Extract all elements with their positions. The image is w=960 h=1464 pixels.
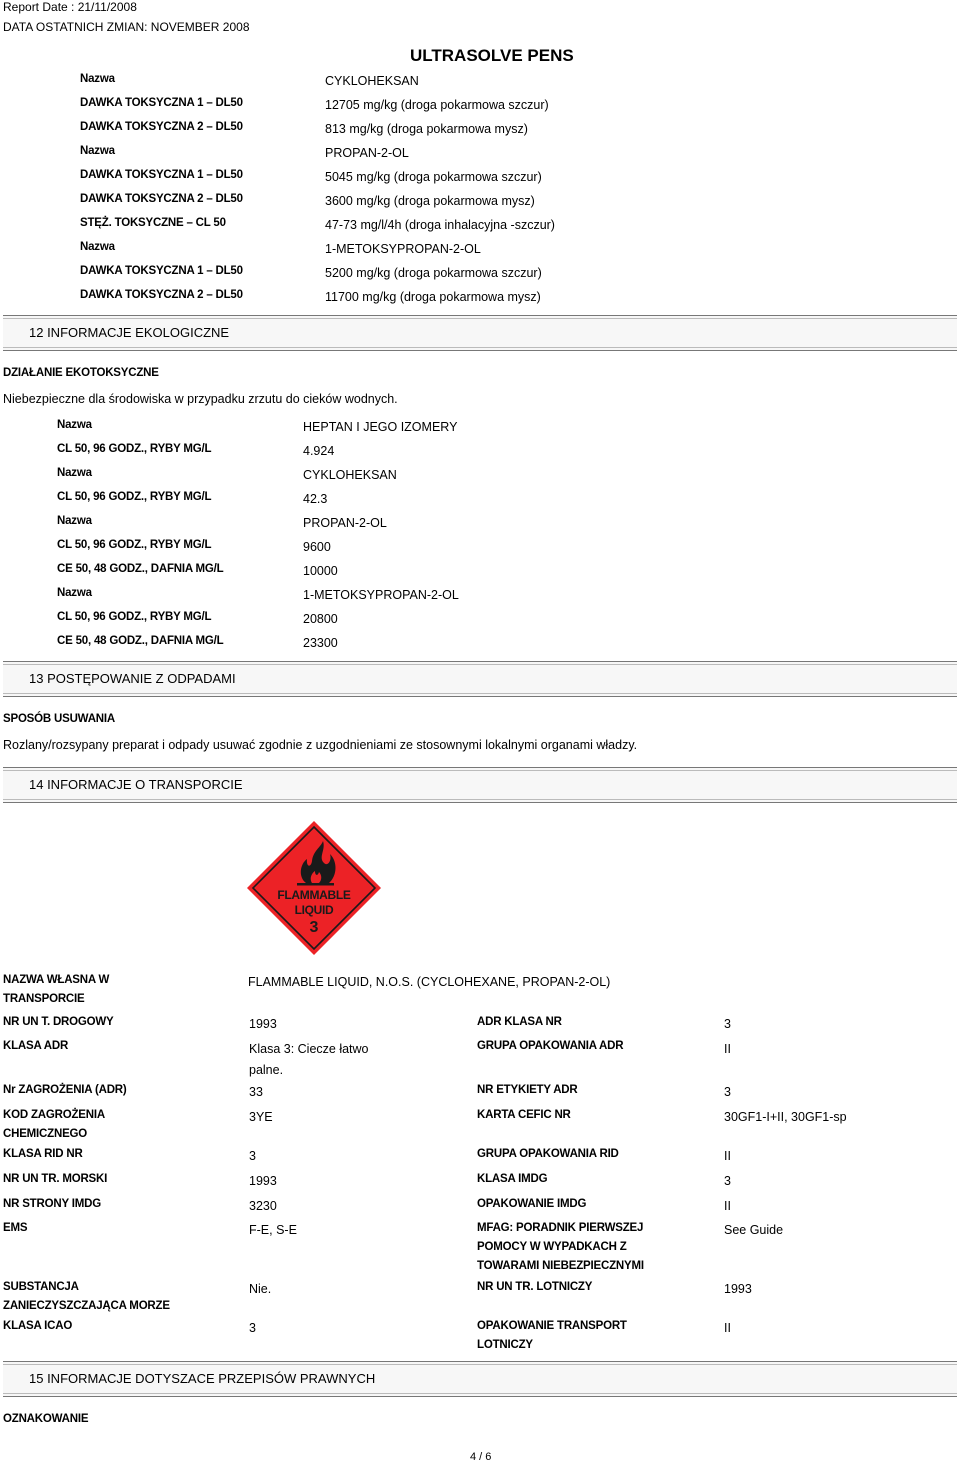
transport-value: Klasa 3: Ciecze łatwo xyxy=(249,1042,369,1056)
transport-label: KLASA IMDG xyxy=(477,1173,548,1185)
tox-value: 11700 mg/kg (droga pokarmowa mysz) xyxy=(325,290,541,304)
transport-label: KLASA ICAO xyxy=(3,1320,73,1332)
ecotox-value: HEPTAN I JEGO IZOMERY xyxy=(303,420,458,434)
section-13-header xyxy=(3,661,957,697)
ecotox-label: Nazwa xyxy=(57,515,92,527)
transport-value: 3 xyxy=(249,1149,256,1163)
tox-label: DAWKA TOKSYCZNA 1 – DL50 xyxy=(80,97,243,109)
tox-label: Nazwa xyxy=(80,145,115,157)
transport-label: Nr ZAGROŻENIA (ADR) xyxy=(3,1084,127,1096)
ecotox-value: 9600 xyxy=(303,540,331,554)
transport-label-cont: LOTNICZY xyxy=(477,1339,533,1351)
ecotox-label: CL 50, 96 GODZ., RYBY MG/L xyxy=(57,611,212,623)
ecotox-text: Niebezpieczne dla środowiska w przypadku zrzutu do cieków wodnych. xyxy=(3,392,398,406)
tox-label: DAWKA TOKSYCZNA 2 – DL50 xyxy=(80,121,243,133)
shipping-name-label: NAZWA WŁASNA W xyxy=(3,974,110,986)
transport-label: NR STRONY IMDG xyxy=(3,1198,101,1210)
labelling-subheading: OZNAKOWANIE xyxy=(3,1413,89,1425)
shipping-name-label-2: TRANSPORCIE xyxy=(3,993,85,1005)
section-15-header xyxy=(3,1361,957,1397)
ecotox-value: 42.3 xyxy=(303,492,328,506)
transport-label: SUBSTANCJA xyxy=(3,1281,79,1293)
transport-value: II xyxy=(724,1321,731,1335)
section-12-title: 12 INFORMACJE EKOLOGICZNE xyxy=(29,325,230,340)
transport-value: 3YE xyxy=(249,1110,273,1124)
transport-label-cont: ZANIECZYSZCZAJĄCA MORZE xyxy=(3,1300,170,1312)
page-number: 4 / 6 xyxy=(470,1451,492,1463)
transport-label: NR UN TR. MORSKI xyxy=(3,1173,108,1185)
section-14-title: 14 INFORMACJE O TRANSPORCIE xyxy=(29,777,243,792)
ecotox-subheading: DZIAŁANIE EKOTOKSYCZNE xyxy=(3,367,159,379)
pictogram-class-number: 3 xyxy=(309,919,319,936)
transport-label: KARTA CEFIC NR xyxy=(477,1109,571,1121)
tox-value: 5045 mg/kg (droga pokarmowa szczur) xyxy=(325,170,542,184)
transport-label-cont: POMOCY W WYPADKACH Z xyxy=(477,1241,627,1253)
pictogram-line1: FLAMMABLE xyxy=(277,888,351,902)
tox-value: PROPAN-2-OL xyxy=(325,146,409,160)
ecotox-label: Nazwa xyxy=(57,419,92,431)
shipping-name-value: FLAMMABLE LIQUID, N.O.S. (CYCLOHEXANE, PROPAN-2-OL) xyxy=(248,975,611,989)
transport-label: OPAKOWANIE IMDG xyxy=(477,1198,587,1210)
revision-date: DATA OSTATNICH ZMIAN: NOVEMBER 2008 xyxy=(3,20,250,34)
tox-label: Nazwa xyxy=(80,241,115,253)
transport-label: ADR KLASA NR xyxy=(477,1016,562,1028)
transport-value: 3 xyxy=(249,1321,256,1335)
ecotox-label: CL 50, 96 GODZ., RYBY MG/L xyxy=(57,491,212,503)
transport-value: See Guide xyxy=(724,1223,784,1237)
transport-label: GRUPA OPAKOWANIA RID xyxy=(477,1148,619,1160)
ecotox-value: CYKLOHEKSAN xyxy=(303,468,397,482)
transport-value: Nie. xyxy=(249,1282,272,1296)
transport-label: MFAG: PORADNIK PIERWSZEJ xyxy=(477,1222,644,1234)
transport-value: 3 xyxy=(724,1085,731,1099)
transport-label: NR UN TR. LOTNICZY xyxy=(477,1281,593,1293)
pictogram-line2: LIQUID xyxy=(294,903,334,917)
transport-label: KOD ZAGROŻENIA xyxy=(3,1109,105,1121)
ecotox-value: 4.924 xyxy=(303,444,335,458)
transport-value: II xyxy=(724,1149,731,1163)
transport-value: II xyxy=(724,1199,731,1213)
transport-value: 3 xyxy=(724,1174,731,1188)
tox-label: DAWKA TOKSYCZNA 1 – DL50 xyxy=(80,265,243,277)
tox-value: 5200 mg/kg (droga pokarmowa szczur) xyxy=(325,266,542,280)
ecotox-value: 23300 xyxy=(303,636,338,650)
transport-value: 1993 xyxy=(249,1174,277,1188)
transport-label: KLASA ADR xyxy=(3,1040,69,1052)
tox-label: DAWKA TOKSYCZNA 2 – DL50 xyxy=(80,193,243,205)
tox-value: 3600 mg/kg (droga pokarmowa mysz) xyxy=(325,194,535,208)
ecotox-value: 1-METOKSYPROPAN-2-OL xyxy=(303,588,459,602)
tox-label: DAWKA TOKSYCZNA 1 – DL50 xyxy=(80,169,243,181)
transport-value: 33 xyxy=(249,1085,263,1099)
product-title: ULTRASOLVE PENS xyxy=(410,46,574,65)
disposal-text: Rozlany/rozsypany preparat i odpady usuwać zgodnie z uzgodnieniami ze stosownymi lokalnymi organami władzy. xyxy=(3,738,638,752)
ecotox-value: PROPAN-2-OL xyxy=(303,516,387,530)
transport-value: 3 xyxy=(724,1017,731,1031)
ecotox-label: CE 50, 48 GODZ., DAFNIA MG/L xyxy=(57,563,224,575)
section-13-title: 13 POSTĘPOWANIE Z ODPADAMI xyxy=(29,671,236,686)
ecotox-label: Nazwa xyxy=(57,467,92,479)
disposal-subheading: SPOSÓB USUWANIA xyxy=(3,713,116,725)
tox-value: 12705 mg/kg (droga pokarmowa szczur) xyxy=(325,98,549,112)
flammable-liquid-pictogram xyxy=(246,820,382,956)
tox-value: CYKLOHEKSAN xyxy=(325,74,419,88)
transport-value: F-E, S-E xyxy=(249,1223,297,1237)
ecotox-value: 10000 xyxy=(303,564,338,578)
tox-label: Nazwa xyxy=(80,73,115,85)
transport-label-cont: TOWARAMI NIEBEZPIECZNYMI xyxy=(477,1260,644,1272)
transport-value: 1993 xyxy=(249,1017,277,1031)
tox-value: 813 mg/kg (droga pokarmowa mysz) xyxy=(325,122,528,136)
transport-label: NR UN T. DROGOWY xyxy=(3,1016,114,1028)
tox-label: DAWKA TOKSYCZNA 2 – DL50 xyxy=(80,289,243,301)
transport-value: 1993 xyxy=(724,1282,752,1296)
transport-label: EMS xyxy=(3,1222,28,1234)
transport-value-cont: palne. xyxy=(249,1063,284,1077)
report-date: Report Date : 21/11/2008 xyxy=(3,0,137,14)
transport-label-cont: CHEMICZNEGO xyxy=(3,1128,88,1140)
transport-value: II xyxy=(724,1042,731,1056)
transport-label: KLASA RID NR xyxy=(3,1148,83,1160)
ecotox-label: CL 50, 96 GODZ., RYBY MG/L xyxy=(57,539,212,551)
transport-label: NR ETYKIETY ADR xyxy=(477,1084,578,1096)
transport-label: OPAKOWANIE TRANSPORT xyxy=(477,1320,627,1332)
ecotox-value: 20800 xyxy=(303,612,338,626)
section-15-title: 15 INFORMACJE DOTYSZACE PRZEPISÓW PRAWNYCH xyxy=(29,1371,376,1386)
tox-label: STĘŻ. TOKSYCZNE – CL 50 xyxy=(80,217,226,229)
transport-label: GRUPA OPAKOWANIA ADR xyxy=(477,1040,624,1052)
ecotox-label: CE 50, 48 GODZ., DAFNIA MG/L xyxy=(57,635,224,647)
section-12-header xyxy=(3,315,957,351)
ecotox-label: Nazwa xyxy=(57,587,92,599)
tox-value: 47-73 mg/l/4h (droga inhalacyjna -szczur) xyxy=(325,218,555,232)
tox-value: 1-METOKSYPROPAN-2-OL xyxy=(325,242,481,256)
transport-value: 30GF1-I+II, 30GF1-sp xyxy=(724,1110,847,1124)
ecotox-label: CL 50, 96 GODZ., RYBY MG/L xyxy=(57,443,212,455)
transport-value: 3230 xyxy=(249,1199,277,1213)
section-14-header xyxy=(3,767,957,803)
